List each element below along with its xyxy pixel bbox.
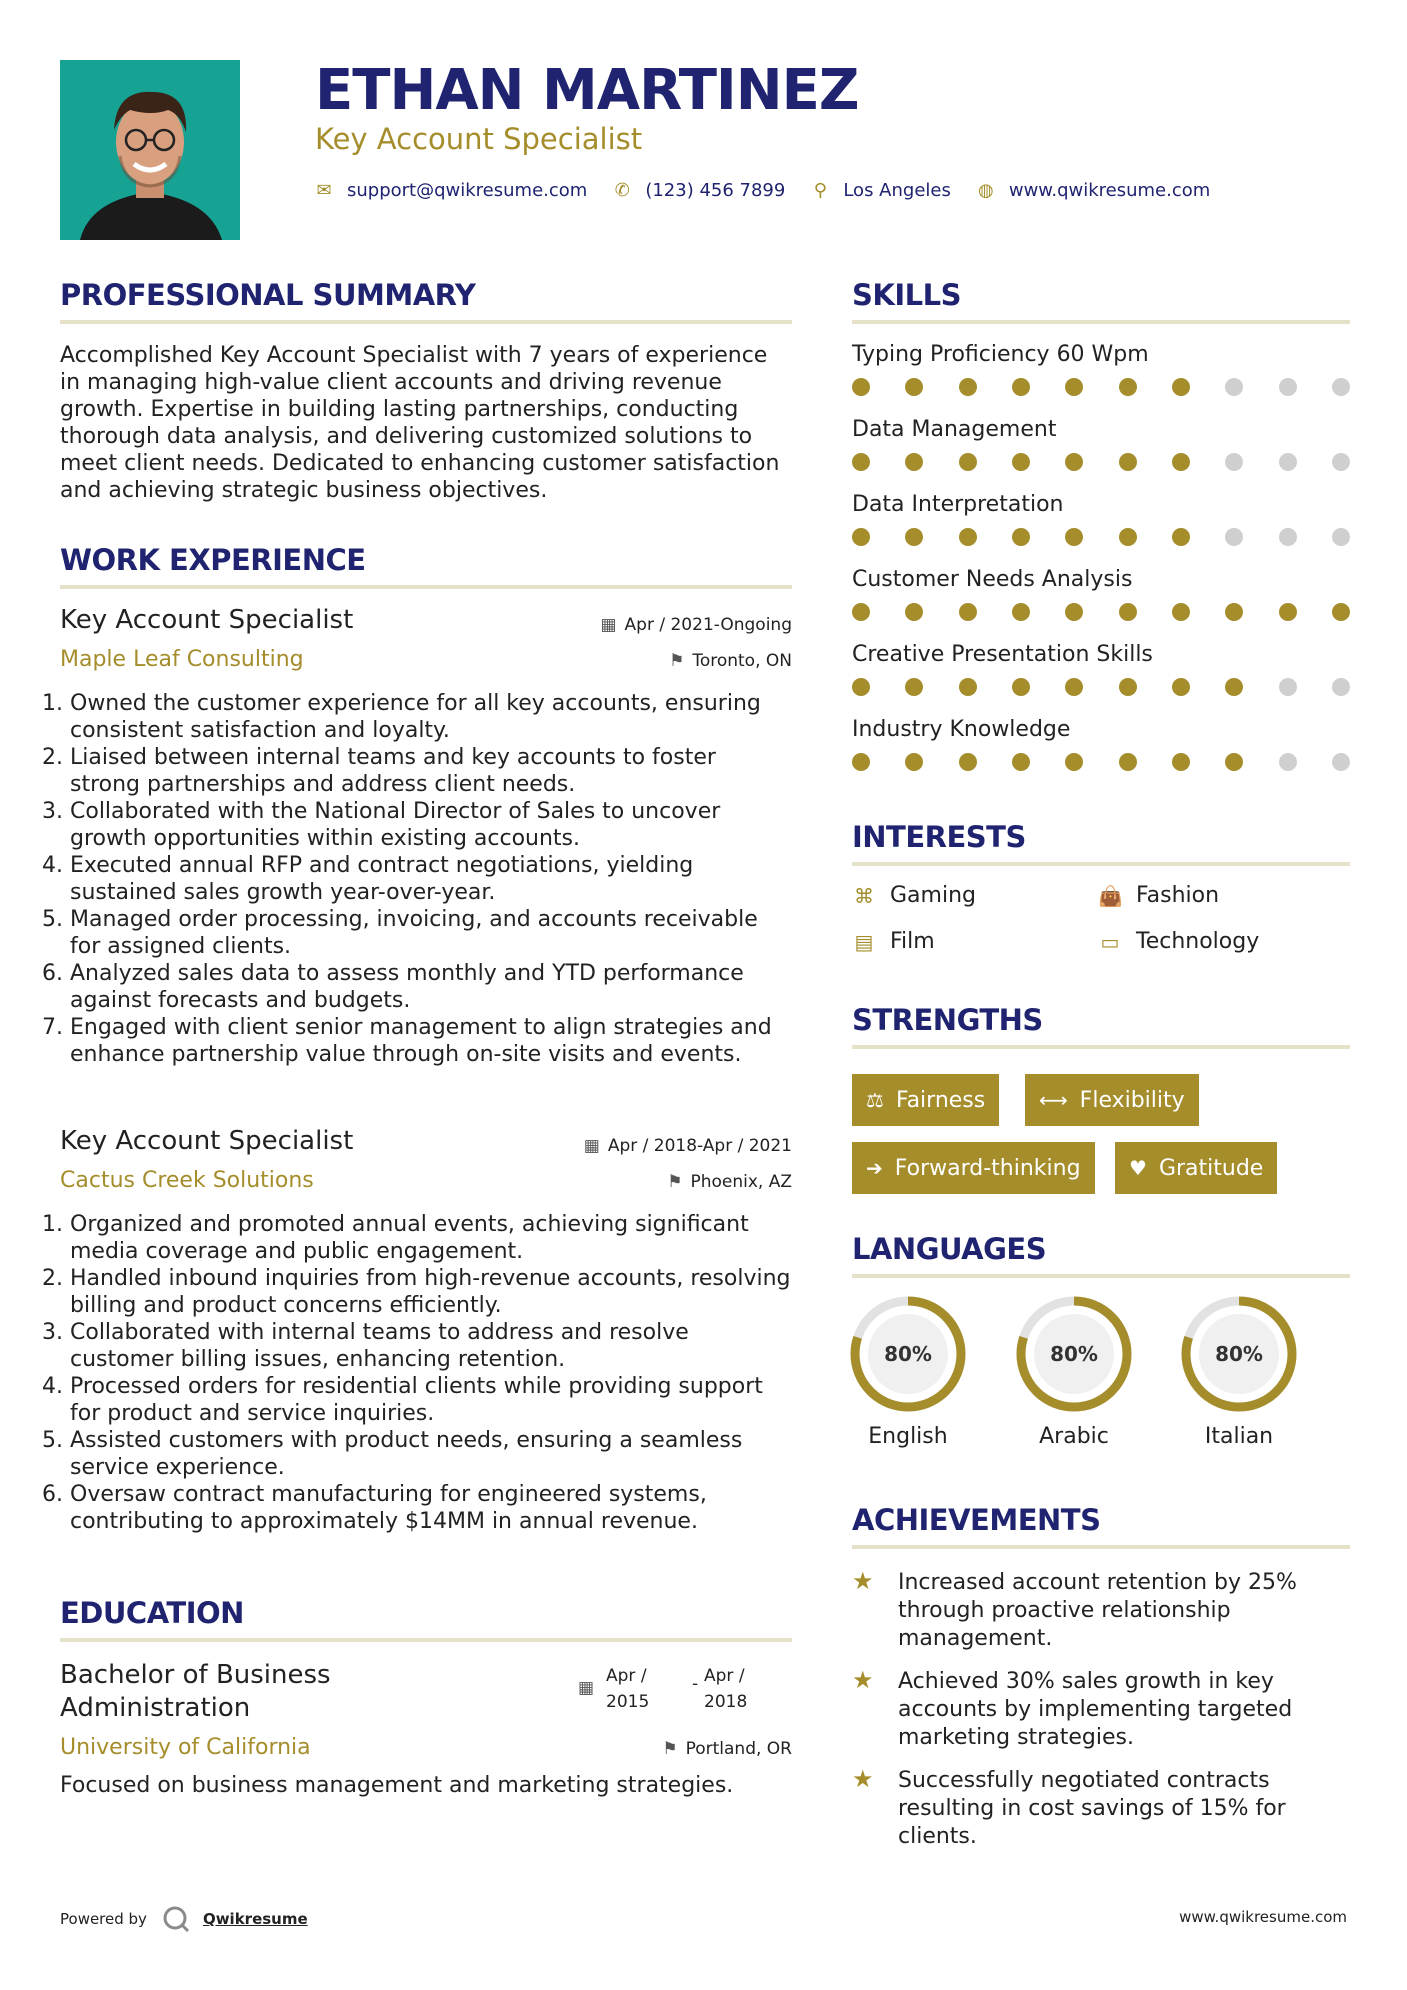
- education-start-month: Apr /: [606, 1666, 647, 1686]
- skill-dot: [905, 603, 923, 621]
- skill-dot: [1172, 753, 1190, 771]
- language-percent: 80%: [1050, 1342, 1098, 1366]
- film-icon: ▤: [854, 929, 874, 954]
- job-location: [667, 1172, 792, 1192]
- list-item: 7. Engaged with client senior management to align strategies and enhance partnership value through on-site visits and events.: [70, 1014, 792, 1068]
- language-item: [1012, 1292, 1136, 1449]
- skill-dot: [959, 453, 977, 471]
- interest-technology: [1098, 929, 1259, 954]
- skill-name: Data Management: [852, 417, 1057, 442]
- job-dates-text: Apr / 2021-Ongoing: [624, 615, 792, 635]
- job-location: [669, 651, 792, 671]
- strength-label: Forward-thinking: [894, 1155, 1081, 1181]
- skill-dot: [1065, 378, 1083, 396]
- skill-rating: [852, 678, 1350, 696]
- language-percent: 80%: [1215, 1342, 1263, 1366]
- skill-rating: [852, 753, 1350, 771]
- interest-label: Fashion: [1136, 883, 1220, 908]
- skill-dot: [1065, 753, 1083, 771]
- experience-heading: WORK EXPERIENCE: [60, 543, 366, 577]
- skill-dot: [1225, 453, 1243, 471]
- pin-icon: ⚑: [662, 1739, 678, 1759]
- achievements-divider: [852, 1545, 1350, 1549]
- education-end: [704, 1663, 747, 1715]
- list-item: 2. Handled inbound inquiries from high-revenue accounts, resolving billing and product concerns efficiently.: [70, 1265, 792, 1319]
- skill-dot: [1065, 528, 1083, 546]
- skill-dot: [1225, 678, 1243, 696]
- skill-dot: [1119, 678, 1137, 696]
- star-icon: ★: [852, 1666, 874, 1694]
- achievement-item: [852, 1569, 1350, 1653]
- skill-dot: [1065, 603, 1083, 621]
- skill-item: [852, 642, 1350, 696]
- interests-heading: INTERESTS: [852, 820, 1026, 854]
- skill-item: [852, 417, 1350, 471]
- job-company: Maple Leaf Consulting: [60, 647, 304, 672]
- skill-dot: [1012, 528, 1030, 546]
- strength-badge: [852, 1074, 999, 1126]
- skill-name: Customer Needs Analysis: [852, 567, 1133, 592]
- strength-label: Fairness: [895, 1087, 986, 1113]
- skill-dot: [1279, 678, 1297, 696]
- skill-item: [852, 492, 1350, 546]
- strengths-divider: [852, 1045, 1350, 1049]
- summary-divider: [60, 320, 792, 324]
- arrows-horizontal-icon: ⟷: [1039, 1088, 1068, 1112]
- pin-icon: ⚑: [667, 1172, 683, 1192]
- list-item: 5. Managed order processing, invoicing, and accounts receivable for assigned clients.: [70, 906, 792, 960]
- strength-badge: [1115, 1142, 1277, 1194]
- education-start: [606, 1663, 649, 1715]
- interests-divider: [852, 862, 1350, 866]
- language-percent: 80%: [884, 1342, 932, 1366]
- calendar-icon: ▦: [578, 1678, 595, 1698]
- language-ring: [1012, 1292, 1136, 1416]
- summary-text: Accomplished Key Account Specialist with 7 years of experience in managing high-value client accounts and driving revenue growth. Expertise in building lasting partnerships, conducting thorough data analysis, and delivering customized solutions to meet client needs. Dedicated to enhancing customer satisfaction and achieving strategic business objectives.: [60, 343, 780, 503]
- strength-badge: [852, 1142, 1095, 1194]
- list-item: 6. Analyzed sales data to assess monthly and YTD performance against forecasts and budgets.: [70, 960, 792, 1014]
- strengths-heading: STRENGTHS: [852, 1003, 1043, 1037]
- skill-dot: [1119, 753, 1137, 771]
- interest-label: Film: [890, 929, 935, 954]
- skill-dot: [905, 378, 923, 396]
- balance-scale-icon: ⚖: [866, 1088, 884, 1112]
- achievement-item: [852, 1767, 1350, 1851]
- envelope-icon: ✉: [316, 180, 332, 201]
- language-item: [846, 1292, 970, 1449]
- skill-dot: [1012, 603, 1030, 621]
- skill-dot: [1225, 528, 1243, 546]
- education-end-month: Apr /: [704, 1666, 745, 1686]
- heart-icon: ♥: [1129, 1156, 1147, 1180]
- language-ring: [846, 1292, 970, 1416]
- language-item: [1177, 1292, 1301, 1449]
- skill-dot: [1119, 453, 1137, 471]
- skill-dot: [1332, 603, 1350, 621]
- map-marker-icon: ⚲: [813, 180, 827, 201]
- achievements-heading: ACHIEVEMENTS: [852, 1503, 1101, 1537]
- skill-dot: [1225, 753, 1243, 771]
- skill-name: Creative Presentation Skills: [852, 642, 1153, 667]
- skill-item: [852, 567, 1350, 621]
- skill-dot: [1279, 603, 1297, 621]
- skill-name: Data Interpretation: [852, 492, 1064, 517]
- skill-dot: [1332, 453, 1350, 471]
- education-divider: [60, 1638, 792, 1642]
- education-start-year: 2015: [606, 1692, 650, 1712]
- calendar-icon: ▦: [583, 1136, 600, 1156]
- summary-heading: PROFESSIONAL SUMMARY: [60, 278, 476, 312]
- skill-dot: [1012, 678, 1030, 696]
- skill-rating: [852, 453, 1350, 471]
- education-description: Focused on business management and marketing strategies.: [60, 1773, 734, 1798]
- skill-item: [852, 342, 1350, 396]
- skill-dot: [1225, 378, 1243, 396]
- footer-url[interactable]: www.qwikresume.com: [1179, 1908, 1347, 1926]
- skill-dot: [1332, 753, 1350, 771]
- job-company: Cactus Creek Solutions: [60, 1168, 314, 1193]
- interest-gaming: [852, 883, 976, 908]
- skills-heading: SKILLS: [852, 278, 961, 312]
- shopping-bag-icon: 👜: [1098, 883, 1123, 908]
- skill-dot: [959, 528, 977, 546]
- skill-dot: [1119, 378, 1137, 396]
- laptop-icon: ▭: [1100, 929, 1120, 954]
- skill-dot: [852, 453, 870, 471]
- strength-badge: [1025, 1074, 1199, 1126]
- skill-dot: [1172, 603, 1190, 621]
- skill-name: Industry Knowledge: [852, 717, 1071, 742]
- skill-dot: [852, 528, 870, 546]
- languages-divider: [852, 1274, 1350, 1278]
- achievement-text: Achieved 30% sales growth in key accounts by implementing targeted marketing strategies.: [898, 1669, 1293, 1750]
- skill-dot: [1332, 528, 1350, 546]
- job-bullets: [52, 1211, 792, 1535]
- skill-dot: [1065, 453, 1083, 471]
- job-bullets: [52, 690, 792, 1068]
- list-item: 2. Liaised between internal teams and key accounts to foster strong partnerships and address client needs.: [70, 744, 792, 798]
- arrow-right-icon: ➔: [866, 1156, 883, 1180]
- contact-bar: [315, 180, 1236, 201]
- strength-label: Gratitude: [1158, 1155, 1264, 1181]
- job-dates-text: Apr / 2018-Apr / 2021: [607, 1136, 792, 1156]
- list-item: 1. Organized and promoted annual events, achieving significant media coverage and public engagement.: [70, 1211, 792, 1265]
- candidate-role: Key Account Specialist: [315, 122, 643, 156]
- contact-website[interactable]: www.qwikresume.com: [1008, 180, 1211, 201]
- skill-name: Typing Proficiency 60 Wpm: [852, 342, 1149, 367]
- skill-dot: [905, 528, 923, 546]
- skill-dot: [1279, 753, 1297, 771]
- job-location-text: Toronto, ON: [692, 651, 792, 671]
- job-location-text: Phoenix, AZ: [690, 1172, 792, 1192]
- language-name: English: [868, 1424, 948, 1449]
- list-item: 3. Collaborated with the National Director of Sales to uncover growth opportunities within existing accounts.: [70, 798, 792, 852]
- skill-dot: [959, 603, 977, 621]
- contact-location: Los Angeles: [843, 180, 951, 201]
- calendar-icon: ▦: [600, 615, 617, 635]
- skill-dot: [1279, 378, 1297, 396]
- list-item: 5. Assisted customers with product needs, ensuring a seamless service experience.: [70, 1427, 792, 1481]
- skill-dot: [1012, 453, 1030, 471]
- skill-dot: [905, 453, 923, 471]
- school-name: University of California: [60, 1735, 311, 1760]
- globe-icon: ◍: [977, 180, 994, 201]
- job-title: Key Account Specialist: [60, 605, 354, 635]
- education-heading: EDUCATION: [60, 1596, 244, 1630]
- profile-photo: [60, 60, 240, 240]
- language-name: Italian: [1204, 1424, 1274, 1449]
- skill-dot: [959, 378, 977, 396]
- skill-dot: [1119, 528, 1137, 546]
- job-title: Key Account Specialist: [60, 1126, 354, 1156]
- skill-dot: [1225, 603, 1243, 621]
- skill-dot: [905, 753, 923, 771]
- list-item: 4. Executed annual RFP and contract negotiations, yielding sustained sales growth year-over-year.: [70, 852, 792, 906]
- skill-dot: [1065, 678, 1083, 696]
- degree-line1: Bachelor of Business: [60, 1660, 331, 1690]
- interest-label: Gaming: [890, 883, 976, 908]
- skill-dot: [1012, 753, 1030, 771]
- job-dates: [584, 1136, 792, 1156]
- experience-divider: [60, 585, 792, 589]
- skill-dot: [959, 678, 977, 696]
- skill-dot: [852, 378, 870, 396]
- skill-rating: [852, 528, 1350, 546]
- skill-dot: [1172, 453, 1190, 471]
- skill-dot: [1172, 378, 1190, 396]
- footer-powered: [60, 1904, 308, 1934]
- achievement-text: Increased account retention by 25% through proactive relationship management.: [898, 1570, 1297, 1651]
- job-dates: [600, 615, 792, 635]
- skill-rating: [852, 378, 1350, 396]
- achievement-text: Successfully negotiated contracts resulting in cost savings of 15% for clients.: [898, 1768, 1286, 1849]
- education-location-text: Portland, OR: [685, 1739, 792, 1759]
- star-icon: ★: [852, 1567, 874, 1595]
- achievement-item: [852, 1668, 1350, 1752]
- list-item: 3. Collaborated with internal teams to address and resolve customer billing issues, enhancing retention.: [70, 1319, 792, 1373]
- skill-dot: [852, 678, 870, 696]
- candidate-name: ETHAN MARTINEZ: [315, 58, 859, 123]
- education-location: [662, 1739, 792, 1759]
- contact-phone[interactable]: (123) 456 7899: [645, 180, 786, 201]
- language-name: Arabic: [1039, 1424, 1109, 1449]
- list-item: 4. Processed orders for residential clients while providing support for product and service inquiries.: [70, 1373, 792, 1427]
- phone-icon: ✆: [614, 180, 630, 201]
- language-ring: [1177, 1292, 1301, 1416]
- contact-email[interactable]: support@qwikresume.com: [347, 180, 588, 201]
- list-item: 1. Owned the customer experience for all key accounts, ensuring consistent satisfaction and loyalty.: [70, 690, 792, 744]
- languages-heading: LANGUAGES: [852, 1232, 1047, 1266]
- skill-dot: [905, 678, 923, 696]
- skill-dot: [852, 603, 870, 621]
- skill-rating: [852, 603, 1350, 621]
- education-end-year: 2018: [704, 1692, 748, 1712]
- brand-link[interactable]: Qwikresume: [202, 1910, 308, 1928]
- degree-line2: Administration: [60, 1693, 251, 1723]
- powered-by-label: Powered by: [60, 1910, 147, 1928]
- star-icon: ★: [852, 1765, 874, 1793]
- gamepad-icon: ⌘: [854, 883, 874, 908]
- skills-divider: [852, 320, 1350, 324]
- interest-fashion: [1098, 883, 1219, 908]
- pin-icon: ⚑: [669, 651, 685, 671]
- skill-dot: [1012, 378, 1030, 396]
- interest-film: [852, 929, 935, 954]
- skill-dot: [1279, 453, 1297, 471]
- qwikresume-logo-icon: [161, 1904, 191, 1934]
- skill-item: [852, 717, 1350, 771]
- strength-label: Flexibility: [1079, 1087, 1185, 1113]
- skill-dot: [959, 753, 977, 771]
- skill-dot: [1332, 678, 1350, 696]
- skill-dot: [852, 753, 870, 771]
- list-item: 6. Oversaw contract manufacturing for engineered systems, contributing to approximately $14MM in annual revenue.: [70, 1481, 792, 1535]
- education-date-separator: -: [692, 1674, 699, 1694]
- skill-dot: [1119, 603, 1137, 621]
- skill-dot: [1332, 378, 1350, 396]
- skill-dot: [1279, 528, 1297, 546]
- skill-dot: [1172, 678, 1190, 696]
- interest-label: Technology: [1136, 929, 1260, 954]
- skill-dot: [1172, 528, 1190, 546]
